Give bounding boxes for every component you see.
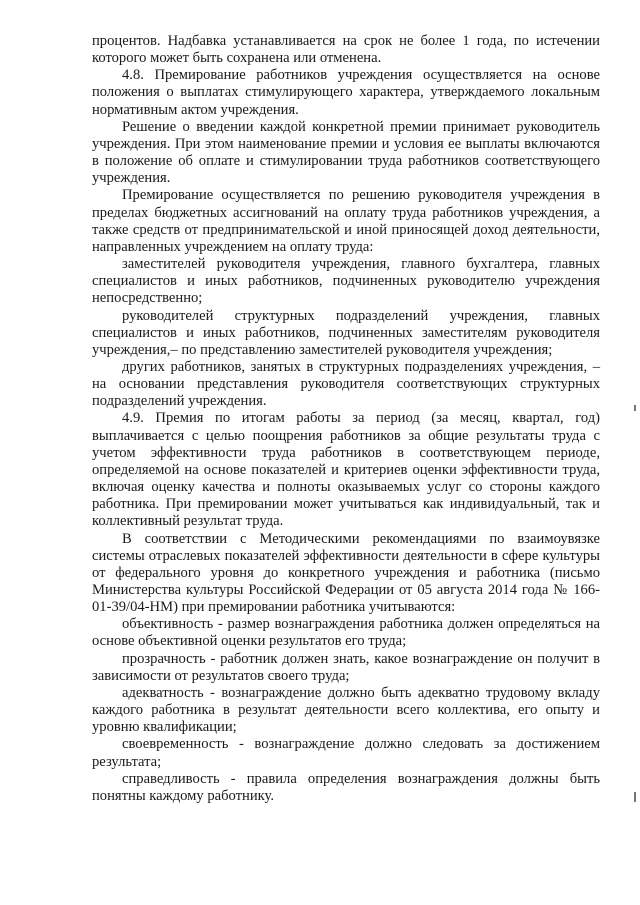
paragraph-4-9: 4.9. Премия по итогам работы за период (за месяц, квартал, год) выплачивается с целью поощрения работников за общие результаты труда с учетом эффективности труда работников в соответствующем периоде, определяемой на основе показателей и критериев оценки эффективности труда, включая оценку качества и полноты оказываемых услуг со стороны каждого работника. При премировании может учитываться как индивидуальный, так и коллективный результат труда. [92, 410, 600, 530]
list-item-deputies: заместителей руководителя учреждения, главного бухгалтера, главных специалистов и иных работников, подчиненных руководителю учреждения непосредственно; [92, 256, 600, 307]
document-page [92, 33, 600, 805]
paragraph-premium-procedure: Премирование осуществляется по решению руководителя учреждения в пределах бюджетных ассигнований на оплату труда работников учреждения, а также средств от предпринимательской и иной приносящей доход деятельности, направленных учреждением на оплату труда: [92, 187, 600, 255]
paragraph-methodical-recommendations: В соответствии с Методическими рекомендациями по взаимоувязке системы отраслевых показателей эффективности деятельности в сфере культуры от федерального уровня до конкретного учреждения и работника (письмо Министерства культуры Российской Федерации от 05 августа 2014 года № 166-01-39/04-НМ) при премировании работника учитываются: [92, 530, 600, 616]
list-item-other-workers: других работников, занятых в структурных подразделениях учреждения, – на основании представления руководителя соответствующих структурных подразделений учреждения. [92, 358, 600, 410]
scan-artifact [634, 405, 636, 411]
list-item-transparency: прозрачность - работник должен знать, какое вознаграждение он получит в зависимости от результатов своего труда; [92, 650, 600, 684]
list-item-heads: руководителей структурных подразделений учреждения, главных специалистов и иных работников, подчиненных заместителям руководителя учреждения,– по представлению заместителей руководителя учреждения; [92, 307, 600, 358]
paragraph-4-8: 4.8. Премирование работников учреждения осуществляется на основе положения о выплатах стимулирующего характера, утверждаемого локальным нормативным актом учреждения. [92, 67, 600, 118]
scan-artifact [634, 792, 636, 802]
list-item-objectivity: объективность - размер вознаграждения работника должен определяться на основе объективной оценки результатов его труда; [92, 616, 600, 650]
paragraph-continuation: процентов. Надбавка устанавливается на срок не более 1 года, по истечении которого может быть сохранена или отменена. [92, 33, 600, 67]
list-item-fairness: справедливость - правила определения вознаграждения должны быть понятны каждому работнику. [92, 770, 600, 804]
list-item-adequacy: адекватность - вознаграждение должно быть адекватно трудовому вкладу каждого работника в результат деятельности всего коллектива, его опыту и уровню квалификации; [92, 684, 600, 736]
paragraph-premium-decision: Решение о введении каждой конкретной премии принимает руководитель учреждения. При этом наименование премии и условия ее выплаты включаются в положение об оплате и стимулировании труда работников соответствующего учреждения. [92, 118, 600, 187]
list-item-timeliness: своевременность - вознаграждение должно следовать за достижением результата; [92, 736, 600, 770]
